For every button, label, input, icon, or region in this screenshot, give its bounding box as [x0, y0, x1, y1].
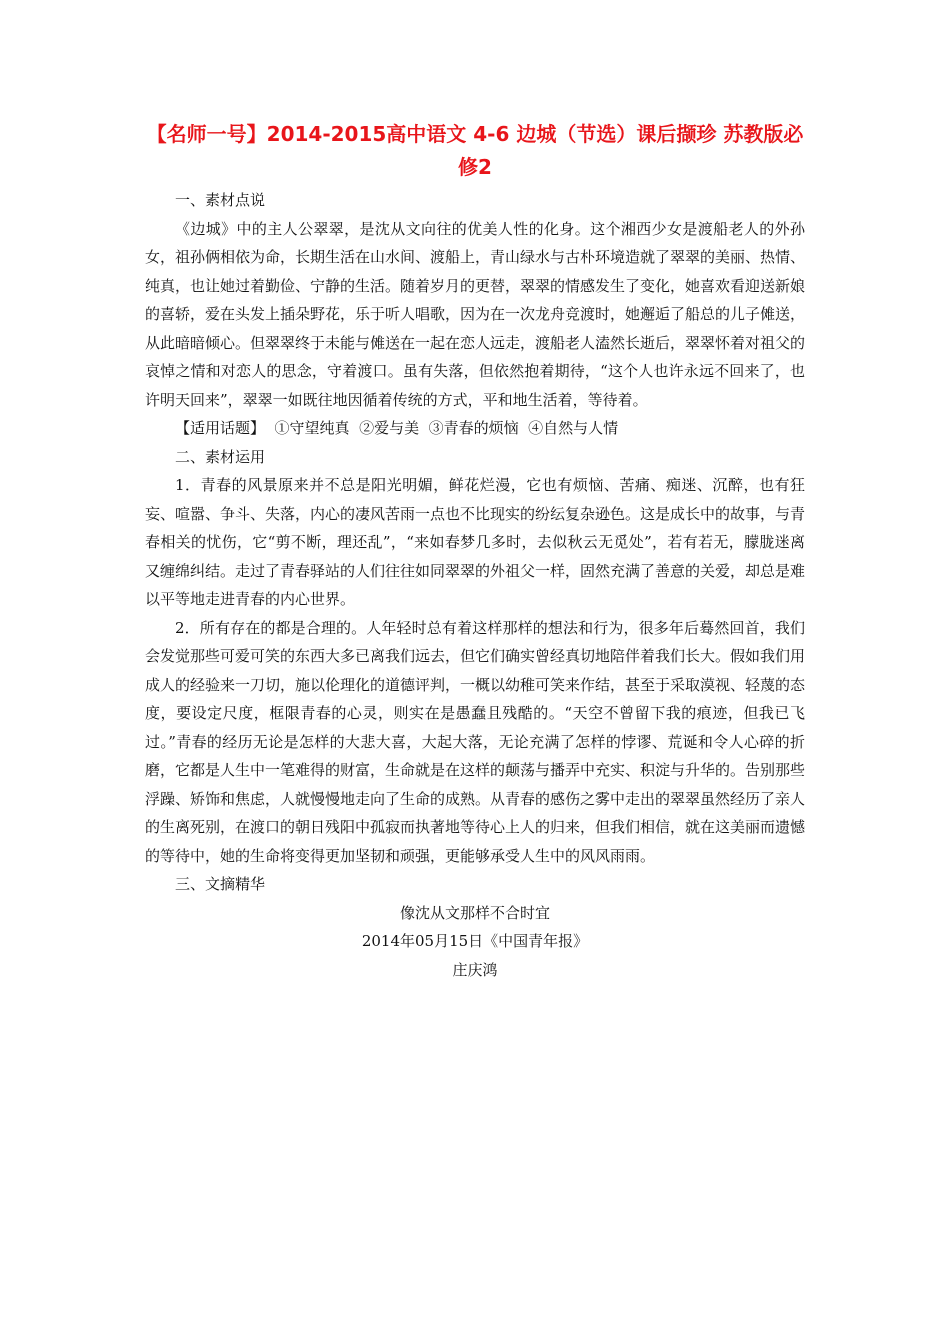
- excerpt-article-author: 庄庆鸿: [452, 960, 498, 979]
- document-title: 【名师一号】2014-2015高中语文 4-6 边城（节选）课后撷珍 苏教版必修2: [146, 122, 804, 179]
- section-paragraph-material-use-1: 1．青春的风景原来并不总是阳光明媚，鲜花烂漫，它也有烦恼、苦痛、痴迷、沉醉，也有狂妄、喧嚣、争斗、失落，内心的凄风苦雨一点也不比现实的纷纭复杂逊色。这是成长中的故事，与青春相关的忧伤，它“剪不断，理还乱”，“来如春梦几多时，去似秋云无觅处”，若有若无，朦胧迷离又缠绵纠结。走过了青春驿站的人们往往如同翠翠的外祖父一样，固然充满了善意的关爱，却总是难以平等地走进青春的内心世界。: [145, 476, 806, 608]
- section-heading-excerpts: 三、文摘精华: [175, 875, 266, 893]
- applicable-topics-line: 【适用话题】 ①守望纯真 ②爱与美 ③青春的烦恼 ④自然与人情: [175, 419, 619, 437]
- section-paragraph-material-points: 《边城》中的主人公翠翠，是沈从文向往的优美人性的化身。这个湘西少女是渡船老人的外孙女，祖孙俩相依为命，长期生活在山水间、渡船上，青山绿水与古朴环境造就了翠翠的美丽、热情、纯真，也让她过着勤俭、宁静的生活。随着岁月的更替，翠翠的情感发生了变化，她喜欢看迎送新娘的喜轿，爱在头发上插朵野花，乐于听人唱歌，因为在一次龙舟竞渡时，她邂逅了船总的儿子傩送，从此暗暗倾心。但翠翠终于未能与傩送在一起在恋人远走，渡船老人溘然长逝后，翠翠怀着对祖父的哀悼之情和对恋人的思念，守着渡口。虽有失落，但依然抱着期待，“这个人也许永远不回来了，也许明天回来”，翠翠一如既往地因循着传统的方式，平和地生活着，等待着。: [145, 219, 806, 409]
- document-page: [145, 118, 805, 984]
- section-paragraph-material-use-2: 2．所有存在的都是合理的。人年轻时总有着这样那样的想法和行为，很多年后蓦然回首，我们会发觉那些可爱可笑的东西大多已离我们远去，但它们确实曾经真切地陪伴着我们长大。假如我们用成人的经验来一刀切，施以伦理化的道德评判，一概以幼稚可笑来作结，甚至于采取漠视、轻蔑的态度，要设定尺度，框限青春的心灵，则实在是愚蠢且残酷的。“天空不曾留下我的痕迹，但我已飞过。”青春的经历无论是怎样的大悲大喜，大起大落，无论充满了怎样的悖谬、荒诞和令人心碎的折磨，它都是人生中一笔难得的财富，生命就是在这样的颠荡与播弄中充实、积淀与升华的。告别那些浮躁、矫饰和焦虑，人就慢慢地走向了生命的成熟。从青春的感伤之雾中走出的翠翠虽然经历了亲人的生离死别，在渡口的朝日残阳中孤寂而执著地等待心上人的归来，但我们相信，就在这美丽而遗憾的等待中，她的生命将变得更加坚韧和顽强，更能够承受人生中的风风雨雨。: [145, 618, 806, 865]
- section-heading-material-use: 二、素材运用: [175, 447, 266, 466]
- excerpt-article-title: 像沈从文那样不合时宜: [399, 903, 550, 922]
- section-heading-material-points: 一、素材点说: [175, 191, 266, 209]
- excerpt-article-source: 2014年05月15日《中国青年报》: [361, 932, 589, 950]
